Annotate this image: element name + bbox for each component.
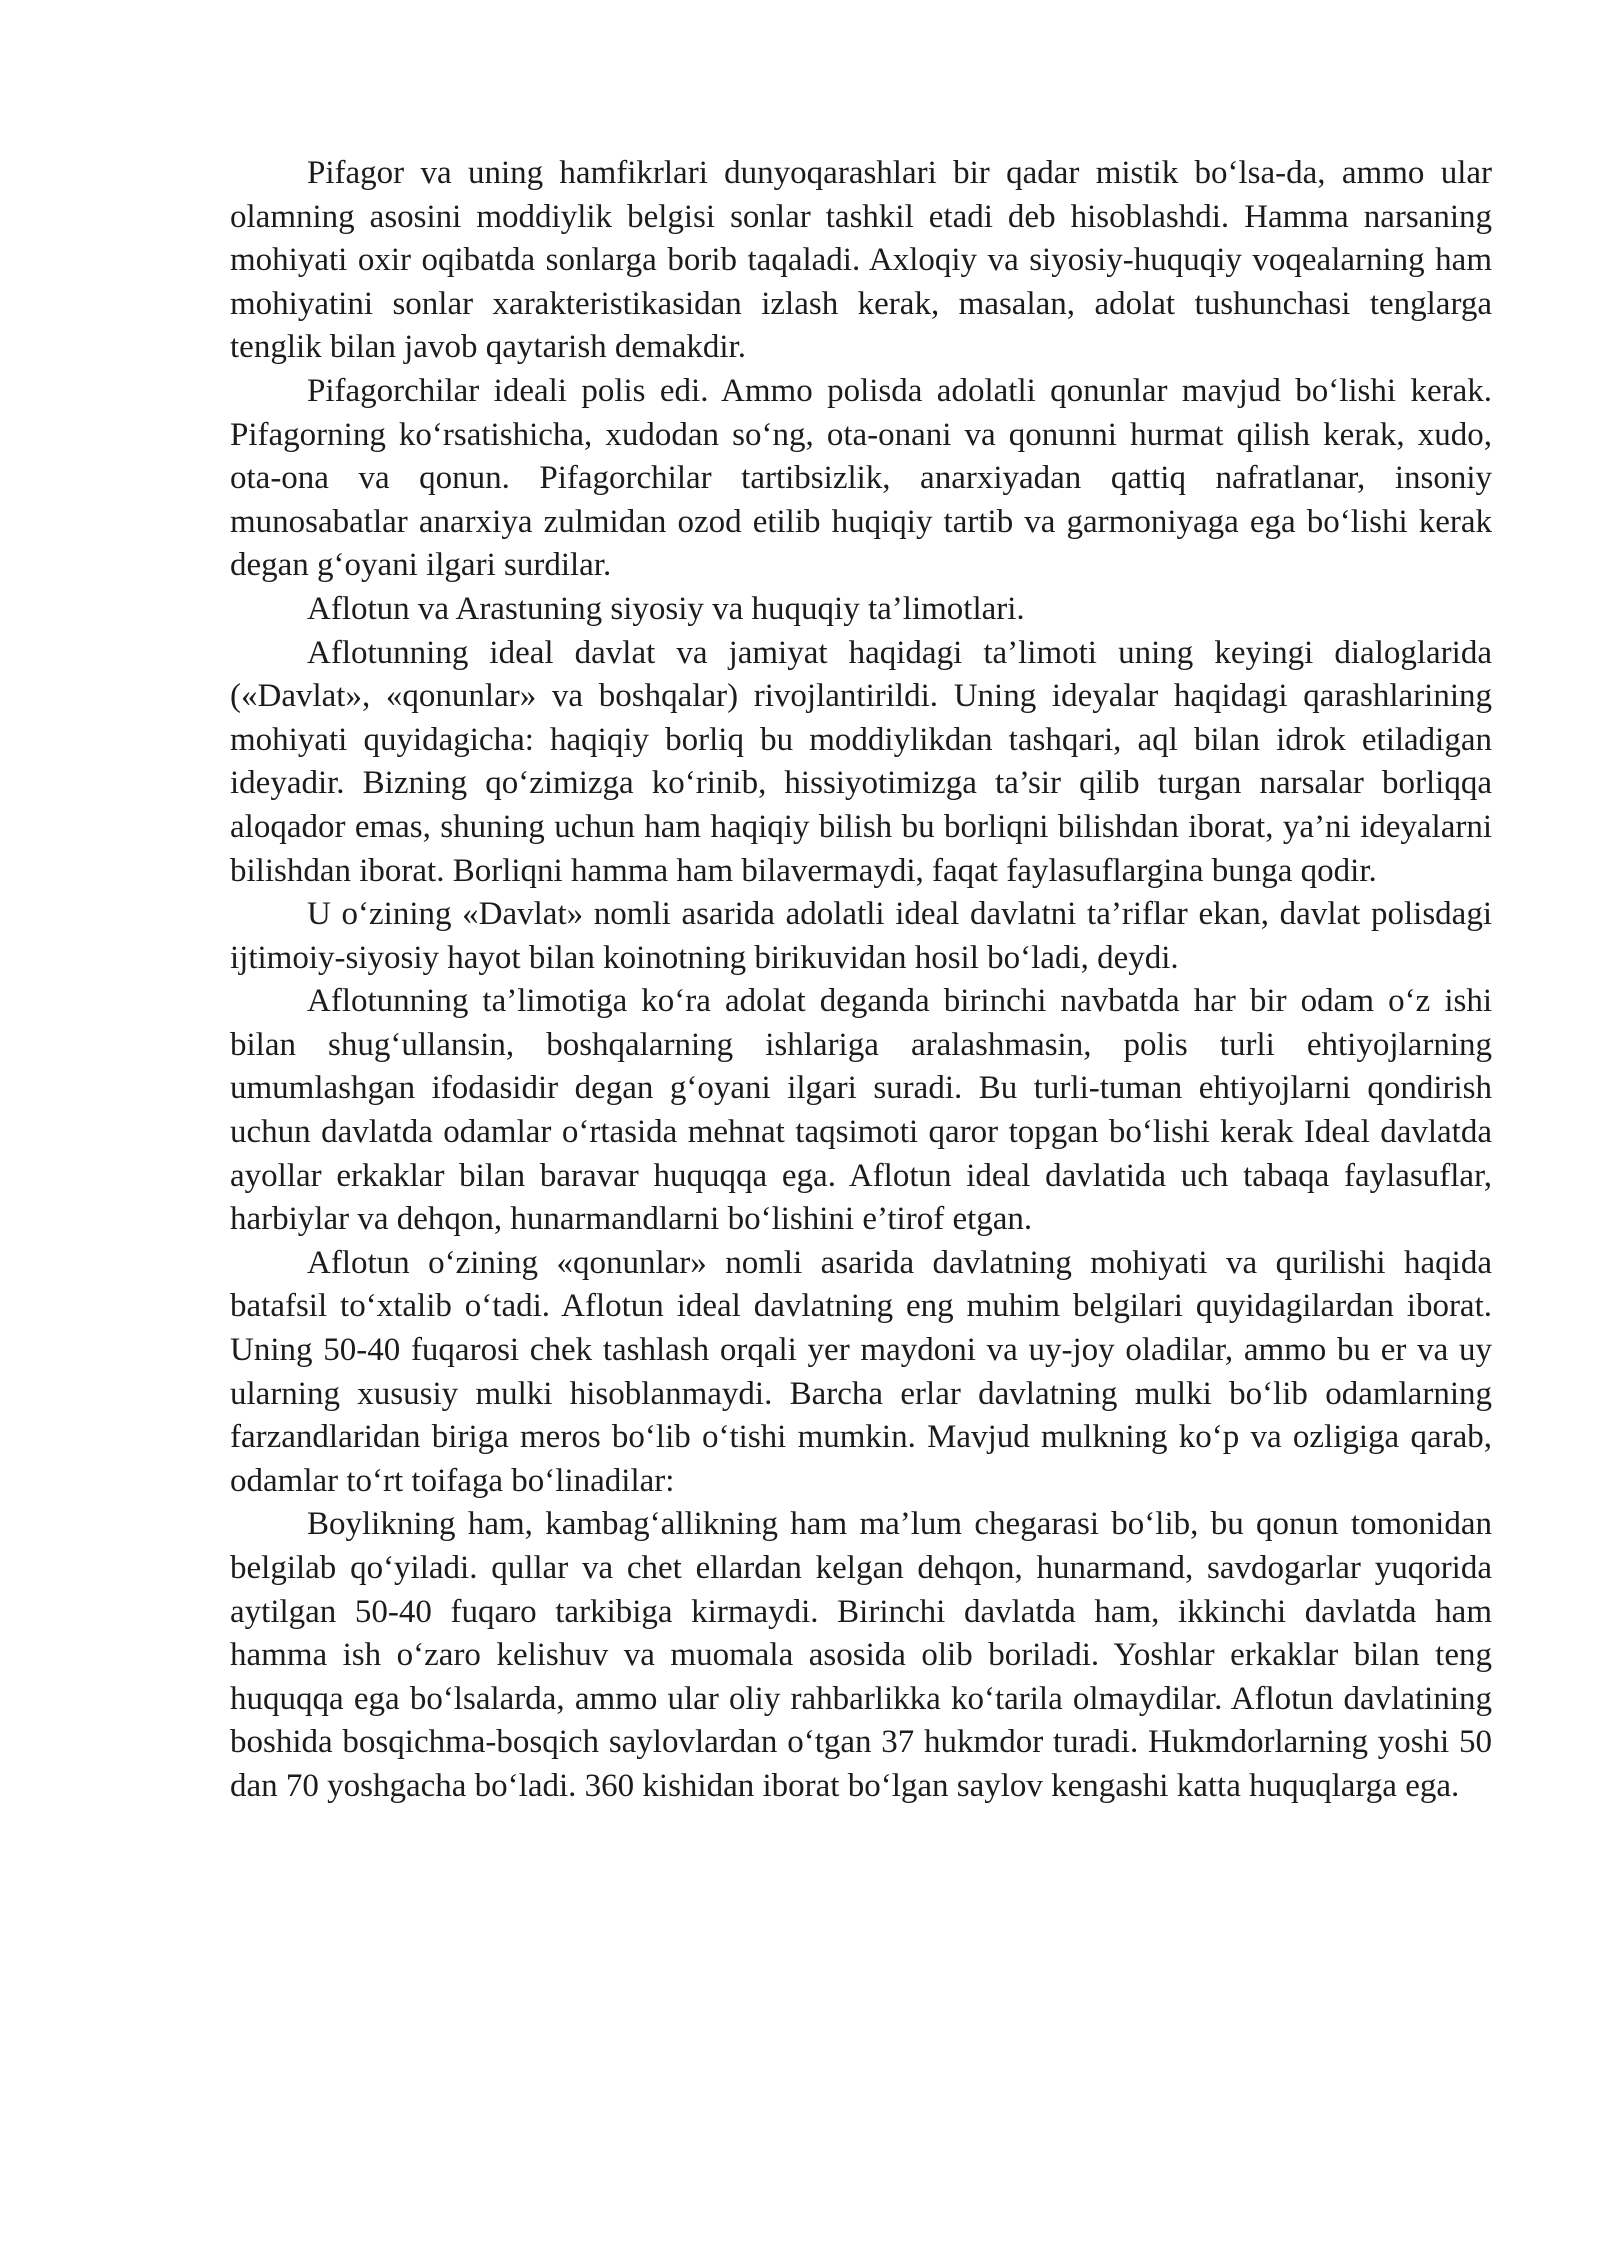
paragraph-2: Pifagorchilar ideali polis edi. Ammo polisda adolatli qonunlar mavjud bo‘lishi kerak. Pifagorning ko‘rsatishicha, xudodan so‘ng, ota-onani va qonunni hurmat qilish kerak, xudo, ota-ona va qonun. Pifagorchilar tartibsizlik, anarxiyadan qattiq nafratlanar, insoniy munosabatlar anarxiya zulmidan ozod etilib huqiqiy tartib va garmoniyaga ega bo‘lishi kerak degan g‘oyani ilgari surdilar. (230, 372, 1492, 584)
paragraph-5: Aflotunning ta’limotiga ko‘ra adolat deganda birinchi navbatda har bir odam o‘z ishi bilan shug‘ullansin, boshqalarning ishlariga aralashmasin, polis turli ehtiyojlarning umumlashgan ifodasidir degan g‘oyani ilgari suradi. Bu turli-tuman ehtiyojlarni qondirish uchun davlatda odamlar o‘rtasida mehnat taqsimoti qaror topgan bo‘lishi kerak Ideal davlatda ayollar erkaklar bilan baravar huquqqa ega. Aflotun ideal davlatida uch tabaqa faylasuflar, harbiylar va dehqon, hunarmandlarni bo‘lishini e’tirof etgan. (230, 983, 1492, 1238)
document-page (230, 152, 1492, 1809)
paragraph-6: Aflotun o‘zining «qonunlar» nomli asarida davlatning mohiyati va qurilishi haqida batafsil to‘xtalib o‘tadi. Aflotun ideal davlatning eng muhim belgilari quyidagilardan iborat. Uning 50-40 fuqarosi chek tashlash orqali yer maydoni va uy-joy oladilar, ammo bu er va uy ularning xususiy mulki hisoblanmaydi. Barcha erlar davlatning mulki bo‘lib odamlarning farzandlaridan biriga meros bo‘lib o‘tishi mumkin. Mavjud mulkning ko‘p va ozligiga qarab, odamlar to‘rt toifaga bo‘linadilar: (230, 1244, 1492, 1499)
paragraph-4: U o‘zining «Davlat» nomli asarida adolatli ideal davlatni ta’riflar ekan, davlat polisdagi ijtimoiy-siyosiy hayot bilan koinotning birikuvidan hosil bo‘ladi, deydi. (230, 896, 1492, 976)
section-heading: Aflotun va Arastuning siyosiy va huquqiy ta’limotlari. (307, 590, 1025, 627)
paragraph-7: Boylikning ham, kambag‘allikning ham ma’lum chegarasi bo‘lib, bu qonun tomonidan belgilab qo‘yiladi. qullar va chet ellardan kelgan dehqon, hunarmand, savdogarlar yuqorida aytilgan 50-40 fuqaro tarkibiga kirmaydi. Birinchi davlatda ham, ikkinchi davlatda ham hamma ish o‘zaro kelishuv va muomala asosida olib boriladi. Yoshlar erkaklar bilan teng huquqqa ega bo‘lsalarda, ammo ular oliy rahbarlikka ko‘tarila olmaydilar. Aflotun davlatining boshida bosqichma-bosqich saylovlardan o‘tgan 37 hukmdor turadi. Hukmdorlarning yoshi 50 dan 70 yoshgacha bo‘ladi. 360 kishidan iborat bo‘lgan saylov kengashi katta huquqlarga ega. (230, 1506, 1492, 1804)
paragraph-3: Aflotunning ideal davlat va jamiyat haqidagi ta’limoti uning keyingi dialoglarida («Davlat», «qonunlar» va boshqalar) rivojlantirildi. Uning ideyalar haqidagi qarashlarining mohiyati quyidagicha: haqiqiy borliq bu moddiylikdan tashqari, aql bilan idrok etiladigan ideyadir. Bizning qo‘zimizga ko‘rinib, hissiyotimizga ta’sir qilib turgan narsalar borliqqa aloqador emas, shuning uchun ham haqiqiy bilish bu borliqni bilishdan iborat, ya’ni ideyalarni bilishdan iborat. Borliqni hamma ham bilavermaydi, faqat faylasuflargina bunga qodir. (230, 634, 1492, 889)
paragraph-1: Pifagor va uning hamfikrlari dunyoqarashlari bir qadar mistik bo‘lsa-da, ammo ular olamning asosini moddiylik belgisi sonlar tashkil etadi deb hisoblashdi. Hamma narsaning mohiyati oxir oqibatda sonlarga borib taqaladi. Axloqiy va siyosiy-huquqiy voqealarning ham mohiyatini sonlar xarakteristikasidan izlash kerak, masalan, adolat tushunchasi tenglarga tenglik bilan javob qaytarish demakdir. (230, 155, 1492, 366)
